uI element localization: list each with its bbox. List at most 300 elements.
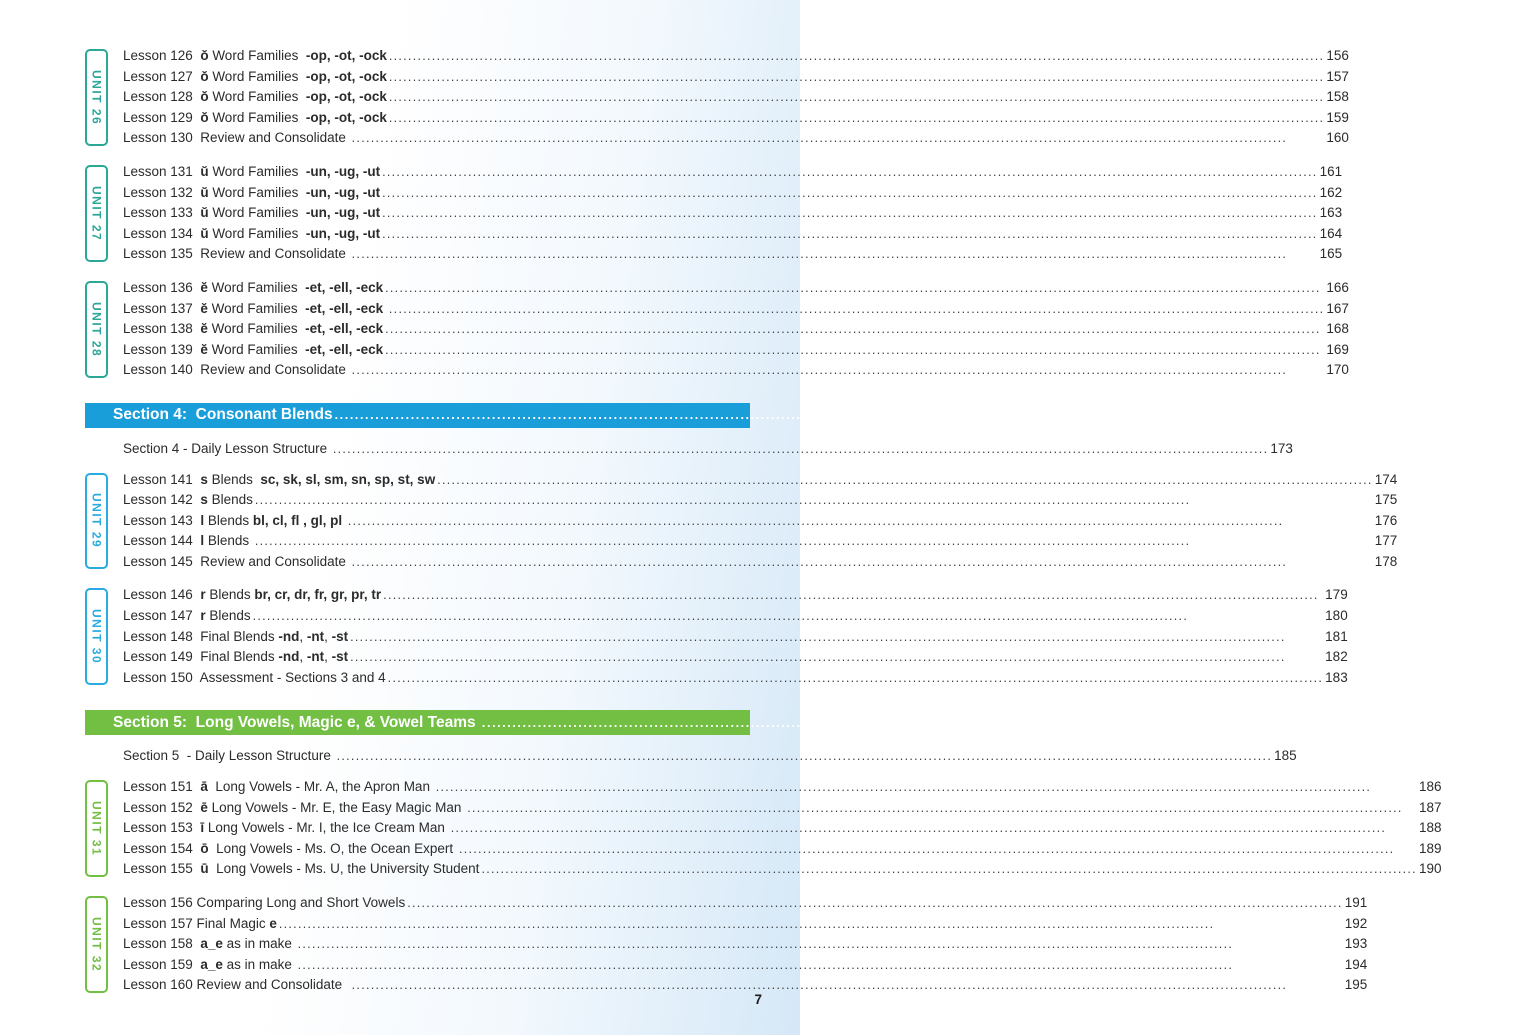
dot-leader-icon: [389, 67, 1325, 88]
toc-text-segment: ŭ: [200, 205, 209, 221]
lesson-rows: [123, 893, 1367, 996]
toc-page-number: 163: [1319, 205, 1343, 221]
toc-text-segment: Long Vowels - Mr. E, the Easy Magic Man: [207, 799, 466, 815]
toc-text-segment: Word Families: [208, 109, 306, 125]
toc-text-segment: Lesson 152: [123, 799, 201, 815]
toc-row: [123, 108, 1349, 129]
dot-leader-icon: [385, 340, 1324, 361]
toc-row: [123, 183, 1342, 204]
toc-page-number: 193: [1344, 936, 1368, 952]
toc-text-segment: Lesson 157 Final Magic: [123, 915, 270, 931]
toc-text-segment: Lesson 126: [123, 48, 201, 63]
toc-row-title: [123, 162, 380, 182]
toc-text-segment: a_e: [200, 956, 223, 972]
toc-text-segment: Lesson 144: [123, 533, 201, 549]
lesson-rows: [123, 585, 1348, 688]
toc-row-title: [123, 839, 457, 859]
page-number: 7: [754, 992, 762, 1007]
toc-text-segment: Lesson 129: [123, 109, 201, 125]
toc-page-number: 178: [1374, 553, 1398, 569]
dot-leader-icon: [255, 490, 1373, 511]
dot-leader-icon: [467, 798, 1417, 819]
unit-tab: [85, 473, 108, 570]
toc-row: [123, 87, 1349, 108]
dot-leader-icon: [385, 278, 1324, 299]
toc-text-segment: Lesson 133: [123, 205, 201, 221]
toc-text-segment: Word Families: [208, 225, 306, 241]
toc-row: [123, 439, 1293, 460]
dot-leader-icon: [350, 627, 1323, 648]
toc-page-number: 167: [1326, 300, 1349, 316]
toc-text-segment: -et, -ell, -eck: [305, 341, 384, 357]
toc-text-segment: Word Families: [208, 89, 306, 105]
unit-label: UNIT 32: [89, 916, 104, 973]
toc-text-segment: Blends: [204, 512, 253, 528]
toc-row-title: [123, 511, 346, 531]
lesson-rows: [123, 162, 1342, 265]
lesson-rows: [123, 777, 1441, 880]
toc-text-segment: -un, -ug, -ut: [305, 205, 381, 221]
toc-row-title: [123, 798, 465, 818]
toc-page-number: 188: [1418, 820, 1442, 836]
toc-page-number: 158: [1326, 89, 1349, 105]
unit-label: UNIT 30: [89, 609, 104, 665]
toc-text-segment: Lesson 159: [123, 956, 201, 972]
toc-row-title: [123, 244, 350, 264]
toc-text-segment: Lesson 141: [123, 471, 201, 487]
toc-text-segment: e: [269, 915, 277, 931]
toc-text-segment: ŭ: [200, 225, 209, 241]
lesson-rows: [123, 278, 1349, 381]
toc-row: [123, 798, 1441, 819]
toc-row-title: [123, 319, 383, 339]
toc-page-number: 194: [1344, 956, 1368, 972]
toc-row: [123, 955, 1367, 976]
dot-leader-icon: [253, 606, 1324, 627]
dot-leader-icon: [459, 839, 1417, 860]
toc-text-segment: ā: [200, 779, 208, 795]
toc-row-title: [123, 67, 387, 87]
dot-leader-icon: [389, 87, 1325, 108]
toc-text-segment: Lesson 128: [123, 89, 201, 105]
toc-row-title: [123, 439, 331, 459]
toc-row: [123, 224, 1342, 245]
toc-page-number: 160: [1326, 130, 1349, 146]
toc-text-segment: Lesson 145 Review and Consolidate: [123, 553, 350, 569]
toc-text-segment: Lesson 131: [123, 163, 201, 179]
dot-leader-icon: [407, 893, 1343, 914]
toc-text-segment: Word Families: [207, 321, 306, 337]
toc-row-title: [123, 859, 479, 879]
toc-text-segment: as in make: [222, 936, 296, 952]
unit-tab: [85, 281, 108, 378]
toc-text-segment: Word Families: [207, 279, 306, 295]
toc-text-segment: Lesson 137: [123, 300, 201, 316]
toc-text-segment: -un, -ug, -ut: [305, 184, 381, 200]
toc-text-segment: -un, -ug, -ut: [305, 225, 381, 241]
toc-text-segment: Word Families: [208, 68, 306, 84]
toc-row-title: [123, 108, 387, 128]
toc-text-segment: Lesson 148 Final Blends: [123, 628, 279, 644]
toc-page-number: 176: [1374, 512, 1398, 528]
toc-row: [123, 859, 1441, 880]
toc-text-segment: ŏ: [200, 68, 209, 84]
toc-text-segment: Word Families: [208, 205, 306, 221]
toc-row: [123, 975, 1367, 996]
toc-text-segment: Lesson 135 Review and Consolidate: [123, 246, 350, 262]
toc-text-segment: Word Families: [208, 184, 306, 200]
toc-text-segment: Long Vowels - Mr. I, the Ice Cream Man: [204, 820, 449, 836]
dot-leader-icon: [481, 859, 1417, 880]
toc-row: [123, 934, 1367, 955]
toc-text-segment: -op, -ot, -ock: [305, 68, 387, 84]
toc-row-title: [123, 490, 253, 510]
toc-page-number: 162: [1319, 184, 1343, 200]
toc-page-number: 192: [1344, 915, 1368, 931]
dot-leader-icon: [389, 46, 1325, 67]
toc-text-segment: Word Families: [208, 163, 306, 179]
toc-row-title: [123, 470, 435, 490]
toc-row: [123, 299, 1349, 320]
toc-row-title: [123, 340, 383, 360]
toc-text-segment: ŏ: [200, 89, 209, 105]
toc-page-number: 183: [1325, 669, 1348, 685]
toc-text-segment: sc, sk, sl, sm, sn, sp, st, sw: [260, 471, 436, 487]
toc-page-number: 164: [1319, 225, 1343, 241]
section-header-bar: [85, 403, 1388, 428]
toc-row: [123, 647, 1348, 668]
dot-leader-icon: [385, 319, 1324, 340]
unit-block: [85, 777, 1442, 880]
toc-row: [123, 914, 1367, 935]
toc-text-segment: l: [200, 533, 205, 549]
lesson-rows: [123, 46, 1349, 149]
section-structure-row: [123, 439, 1293, 460]
toc-row-title: [123, 46, 387, 66]
dot-leader-icon: [333, 439, 1269, 460]
toc-text-segment: Lesson 127: [123, 68, 201, 84]
dot-leader-icon: [337, 746, 1273, 767]
toc-text-segment: ,: [324, 649, 332, 665]
toc-row-title: [123, 128, 350, 148]
toc-text-segment: Lesson 154: [123, 840, 201, 856]
toc-row: [123, 162, 1342, 183]
toc-row-title: [123, 87, 387, 107]
toc-text-segment: -et, -ell, -eck: [305, 279, 384, 295]
toc-row-title: [123, 914, 277, 934]
toc-text-segment: Blends: [207, 471, 261, 487]
unit-block: [85, 585, 1348, 688]
toc-row: [123, 490, 1397, 511]
toc-text-segment: Lesson 149 Final Blends: [123, 649, 279, 665]
toc-text-segment: ,: [299, 649, 307, 665]
toc-text-segment: Blends: [205, 608, 251, 624]
dot-leader-icon: [382, 203, 1318, 224]
section-page-range: 185-214: [1478, 713, 1535, 731]
toc-page-number: 185: [1274, 748, 1297, 764]
toc-text-segment: -nd: [278, 628, 300, 644]
toc-page-number: 169: [1326, 341, 1349, 357]
toc-row: [123, 67, 1349, 88]
toc-row-title: [123, 531, 253, 551]
dot-leader-icon: [451, 818, 1417, 839]
toc: [85, 46, 1535, 1009]
dot-leader-icon: [382, 183, 1318, 204]
toc-row: [123, 46, 1349, 67]
unit-block: [85, 470, 1398, 573]
toc-row: [123, 511, 1397, 532]
toc-text-segment: Blends: [205, 587, 255, 603]
toc-text-segment: ŏ: [200, 48, 209, 63]
toc-page-number: 168: [1326, 321, 1349, 337]
toc-text-segment: Lesson 142: [123, 492, 201, 508]
toc-text-segment: -op, -ot, -ock: [305, 89, 387, 105]
toc-page-number: 157: [1326, 68, 1349, 84]
dot-leader-icon: [335, 406, 1329, 424]
toc-row: [123, 893, 1367, 914]
toc-page-number: 161: [1319, 163, 1343, 179]
toc-row-title: [123, 647, 348, 667]
toc-row: [123, 278, 1349, 299]
toc-page-number: 191: [1344, 895, 1368, 910]
dot-leader-icon: [352, 244, 1318, 265]
toc-page-number: 156: [1326, 48, 1349, 63]
toc-page-number: 179: [1325, 587, 1348, 603]
toc-row: [123, 746, 1297, 767]
toc-text-segment: -nd: [278, 649, 300, 665]
toc-row: [123, 585, 1348, 606]
toc-text-segment: Lesson 153: [123, 820, 201, 836]
toc-text-segment: Word Families: [208, 48, 306, 63]
toc-text-segment: ē: [200, 799, 208, 815]
toc-text-segment: l: [200, 512, 205, 528]
toc-page-number: 174: [1374, 471, 1398, 487]
toc-text-segment: -op, -ot, -ock: [305, 109, 387, 125]
toc-text-segment: -st: [331, 628, 349, 644]
toc-row-title: [123, 278, 383, 298]
unit-tab: [85, 165, 108, 262]
toc-text-segment: Word Families: [207, 341, 306, 357]
dot-leader-icon: [348, 511, 1373, 532]
toc-row: [123, 839, 1441, 860]
toc-text-segment: s: [200, 492, 208, 508]
toc-row: [123, 668, 1348, 689]
dot-leader-icon: [389, 299, 1325, 320]
toc-text-segment: Lesson 136: [123, 279, 201, 295]
toc-row-title: [123, 934, 296, 954]
toc-row: [123, 777, 1441, 798]
toc-text-segment: ĕ: [200, 300, 208, 316]
toc-text-segment: ŏ: [200, 109, 209, 125]
toc-text-segment: Lesson 132: [123, 184, 201, 200]
toc-page-number: 182: [1325, 649, 1348, 665]
toc-text-segment: ,: [299, 628, 307, 644]
toc-row-title: [123, 893, 405, 913]
dot-leader-icon: [255, 531, 1373, 552]
unit-block: [85, 893, 1368, 996]
toc-text-segment: -et, -ell, -eck: [305, 300, 384, 316]
toc-row-title: [123, 955, 296, 975]
toc-page-number: 173: [1270, 440, 1293, 456]
toc-text-segment: [383, 301, 387, 316]
toc-page-number: 180: [1325, 608, 1348, 624]
toc-page-number: 190: [1418, 861, 1442, 877]
toc-row-title: [123, 183, 380, 203]
dot-leader-icon: [352, 128, 1325, 149]
toc-text-segment: Long Vowels - Ms. U, the University Student: [208, 861, 480, 877]
toc-row: [123, 552, 1397, 573]
toc-page-number: 186: [1418, 779, 1442, 795]
toc-page-number: 165: [1319, 246, 1343, 262]
toc-row-title: [123, 585, 381, 605]
toc-text-segment: -st: [331, 649, 349, 665]
toc-text-segment: Section 5 - Daily Lesson Structure: [123, 748, 335, 764]
dot-leader-icon: [482, 714, 1476, 732]
toc-text-segment: Word Families: [207, 300, 306, 316]
toc-text-segment: as in make: [222, 956, 296, 972]
toc-page-number: 195: [1344, 977, 1368, 993]
toc-row-title: [123, 746, 335, 766]
toc-text-segment: Lesson 139: [123, 341, 201, 357]
toc-text-segment: -op, -ot, -ock: [305, 48, 387, 63]
toc-text-segment: ŭ: [200, 184, 209, 200]
toc-text-segment: Lesson 158: [123, 936, 201, 952]
toc-row: [123, 818, 1441, 839]
dot-leader-icon: [436, 777, 1417, 798]
toc-row: [123, 627, 1348, 648]
toc-text-segment: Long Vowels - Ms. O, the Ocean Expert: [208, 840, 457, 856]
toc-text-segment: ō: [200, 840, 209, 856]
toc-row-title: [123, 668, 386, 688]
toc-row: [123, 470, 1397, 491]
toc-text-segment: -un, -ug, -ut: [305, 163, 381, 179]
toc-row: [123, 531, 1397, 552]
toc-text-segment: Lesson 156 Comparing Long and Short Vowels: [123, 895, 406, 910]
toc-text-segment: Long Vowels - Mr. A, the Apron Man: [207, 779, 434, 795]
unit-label: UNIT 26: [89, 69, 104, 126]
section-page-range: 173-183: [1330, 406, 1388, 424]
unit-tab: [85, 780, 108, 877]
toc-text-segment: Lesson 138: [123, 321, 201, 337]
toc-text-segment: ĕ: [200, 279, 208, 295]
section-title: Section 4: Consonant Blends: [113, 406, 333, 424]
unit-block: [85, 162, 1343, 265]
toc-row: [123, 244, 1342, 265]
toc-text-segment: Section 4 - Daily Lesson Structure: [123, 440, 331, 456]
toc-text-segment: [342, 513, 346, 528]
toc-page-number: 159: [1326, 109, 1349, 125]
toc-text-segment: ĕ: [200, 321, 208, 337]
toc-row-title: [123, 818, 449, 838]
toc-text-segment: ī: [200, 820, 205, 836]
unit-block: [85, 278, 1349, 381]
toc-row-title: [123, 627, 348, 647]
toc-row-title: [123, 606, 251, 626]
toc-text-segment: ĕ: [200, 341, 208, 357]
toc-row-title: [123, 975, 350, 995]
dot-leader-icon: [298, 934, 1343, 955]
unit-label: UNIT 28: [89, 301, 104, 358]
toc-text-segment: ŭ: [200, 163, 209, 179]
dot-leader-icon: [437, 470, 1373, 491]
toc-text-segment: r: [200, 587, 206, 603]
dot-leader-icon: [279, 914, 1343, 935]
unit-tab: [85, 588, 108, 685]
toc-row-title: [123, 299, 387, 319]
toc-page-number: 170: [1326, 362, 1349, 378]
section-header-bar: [85, 710, 1535, 735]
toc-page-number: 166: [1326, 279, 1349, 295]
toc-text-segment: Lesson 150 Assessment - Sections 3 and 4: [123, 669, 386, 685]
toc-text-segment: -nt: [306, 628, 325, 644]
lesson-rows: [123, 470, 1397, 573]
toc-text-segment: a_e: [200, 936, 223, 952]
dot-leader-icon: [383, 585, 1323, 606]
toc-text-segment: Lesson 151: [123, 779, 201, 795]
toc-text-segment: s: [200, 471, 208, 487]
dot-leader-icon: [382, 224, 1318, 245]
dot-leader-icon: [352, 975, 1343, 996]
toc-row: [123, 128, 1349, 149]
toc-text-segment: Blends: [207, 492, 253, 508]
toc-page-number: 177: [1374, 533, 1398, 549]
toc-text-segment: bl, cl, fl , gl, pl: [252, 512, 343, 528]
toc-text-segment: -nt: [306, 649, 325, 665]
toc-row: [123, 360, 1349, 381]
dot-leader-icon: [298, 955, 1343, 976]
section-structure-row: [123, 746, 1297, 767]
toc-text-segment: Lesson 160 Review and Consolidate: [123, 977, 350, 993]
toc-row-title: [123, 552, 350, 572]
toc-text-segment: -et, -ell, -eck: [305, 321, 384, 337]
toc-text-segment: Blends: [204, 533, 253, 549]
toc-text-segment: br, cr, dr, fr, gr, pr, tr: [254, 587, 382, 603]
unit-tab: [85, 49, 108, 146]
dot-leader-icon: [389, 108, 1325, 129]
toc-text-segment: r: [200, 608, 206, 624]
toc-row: [123, 606, 1348, 627]
toc-row: [123, 340, 1349, 361]
toc-text-segment: Lesson 130 Review and Consolidate: [123, 130, 350, 146]
unit-block: [85, 46, 1349, 149]
dot-leader-icon: [352, 552, 1373, 573]
toc-text-segment: Lesson 147: [123, 608, 201, 624]
toc-row: [123, 319, 1349, 340]
toc-text-segment: Lesson 143: [123, 512, 201, 528]
toc-text-segment: ū: [200, 861, 209, 877]
toc-page-number: 181: [1325, 628, 1348, 644]
unit-label: UNIT 31: [89, 800, 104, 857]
toc-text-segment: ,: [324, 628, 332, 644]
toc-row-title: [123, 360, 350, 380]
toc-text-segment: Lesson 146: [123, 587, 201, 603]
dot-leader-icon: [352, 360, 1325, 381]
section-title: Section 5: Long Vowels, Magic e, & Vowel Teams: [113, 713, 480, 731]
toc-text-segment: Lesson 134: [123, 225, 201, 241]
dot-leader-icon: [382, 162, 1318, 183]
toc-page-number: 187: [1418, 799, 1442, 815]
toc-text-segment: Lesson 140 Review and Consolidate: [123, 362, 350, 378]
unit-label: UNIT 27: [89, 185, 104, 242]
toc-page-number: 175: [1374, 492, 1398, 508]
toc-text-segment: Lesson 155: [123, 861, 201, 877]
toc-row-title: [123, 203, 380, 223]
unit-label: UNIT 29: [89, 493, 104, 549]
toc-row: [123, 203, 1342, 224]
toc-row-title: [123, 777, 434, 797]
dot-leader-icon: [350, 647, 1323, 668]
toc-row-title: [123, 224, 380, 244]
